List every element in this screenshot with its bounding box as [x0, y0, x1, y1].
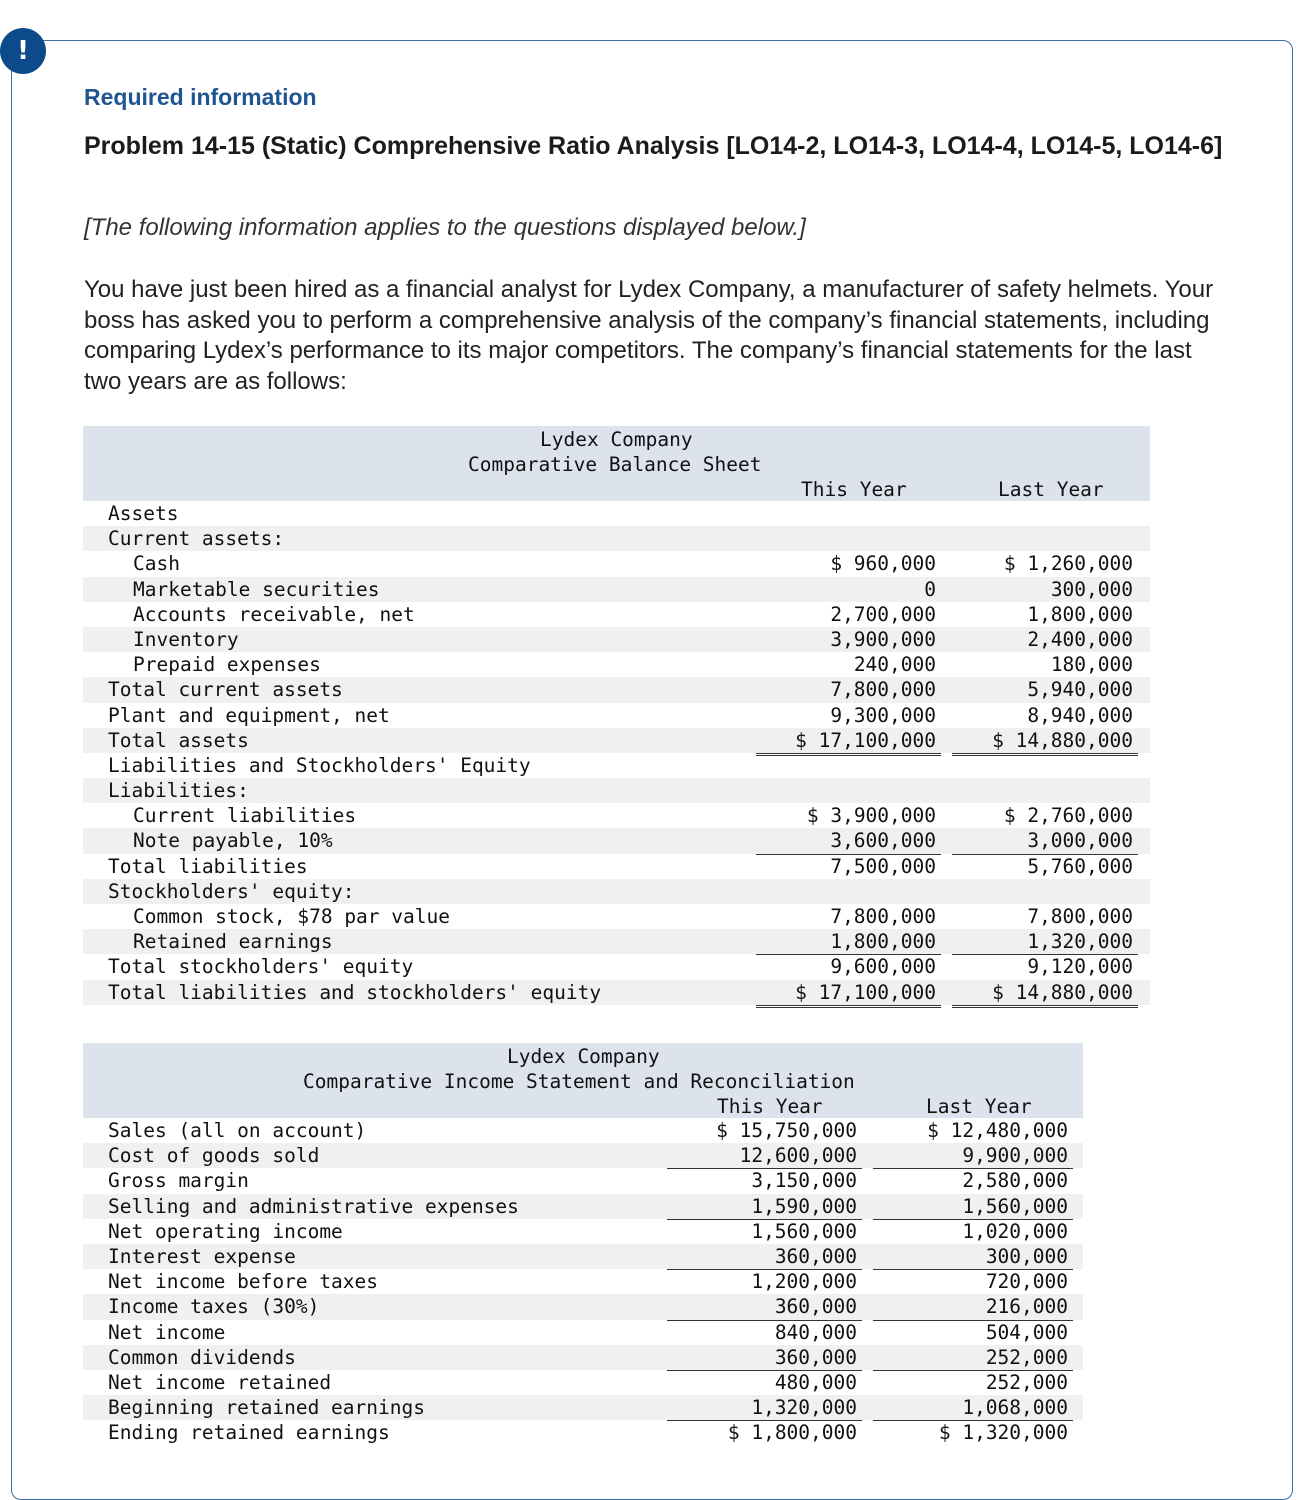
cell-last-year: 300,000	[1050, 577, 1133, 601]
cell-this-year: $ 17,100,000	[756, 980, 941, 1008]
cell-this-year: 7,800,000	[830, 905, 936, 928]
table-row	[83, 728, 1150, 753]
table-row	[83, 854, 1150, 879]
table-row	[83, 627, 1150, 652]
is-col-last-year: Last Year	[926, 1095, 1032, 1118]
cell-last-year: 252,000	[873, 1345, 1073, 1371]
cell-this-year: 3,900,000	[830, 627, 936, 651]
row-label: Plant and equipment, net	[108, 703, 390, 727]
cell-this-year: 360,000	[667, 1244, 862, 1270]
cell-this-year: 1,200,000	[751, 1270, 857, 1294]
cell-last-year: $ 14,880,000	[952, 980, 1138, 1008]
cell-this-year: $ 15,750,000	[716, 1119, 857, 1142]
cell-last-year: 5,940,000	[1027, 678, 1133, 702]
cell-this-year: 1,320,000	[667, 1395, 862, 1421]
table-row	[83, 1194, 1083, 1219]
cell-last-year: 9,120,000	[952, 954, 1138, 980]
cell-last-year: 7,800,000	[1027, 905, 1133, 928]
cell-last-year: 2,580,000	[962, 1169, 1068, 1193]
table-row	[83, 954, 1150, 979]
table-row	[83, 1294, 1083, 1319]
table-row	[83, 980, 1150, 1005]
row-label: Total stockholders' equity	[108, 955, 414, 979]
income-statement-company: Lydex Company	[507, 1045, 660, 1068]
row-label: Net operating income	[108, 1219, 343, 1243]
income-statement-rows	[83, 1118, 1083, 1445]
cell-last-year: 5,760,000	[952, 854, 1138, 880]
row-label: Liabilities:	[108, 779, 249, 803]
table-row	[83, 929, 1150, 954]
cell-this-year: 12,600,000	[667, 1143, 862, 1169]
table-row	[83, 1345, 1083, 1370]
cell-last-year: 216,000	[873, 1294, 1073, 1320]
cell-this-year: $ 3,900,000	[806, 804, 936, 828]
cell-this-year: 1,800,000	[756, 929, 941, 955]
cell-this-year: 240,000	[756, 652, 941, 678]
cell-last-year: $ 1,260,000	[1003, 552, 1133, 576]
table-row	[83, 1143, 1083, 1168]
table-row	[83, 602, 1150, 627]
cell-last-year: 9,900,000	[873, 1143, 1073, 1169]
row-label: Total current assets	[108, 678, 343, 702]
table-row	[83, 526, 1150, 551]
table-row	[83, 677, 1150, 702]
cell-this-year: 3,150,000	[751, 1169, 857, 1193]
balance-sheet-header	[83, 426, 1150, 501]
cell-this-year: 7,500,000	[756, 854, 941, 880]
cell-this-year: 360,000	[667, 1294, 862, 1320]
cell-this-year: 7,800,000	[830, 678, 936, 702]
row-label: Net income retained	[108, 1370, 332, 1394]
table-row	[83, 1244, 1083, 1269]
table-row	[83, 778, 1150, 803]
cell-this-year: 1,560,000	[751, 1219, 857, 1243]
table-row	[83, 1320, 1083, 1345]
row-label: Cash	[133, 552, 180, 576]
table-row	[83, 1168, 1083, 1193]
row-label: Common stock, $78 par value	[133, 905, 450, 928]
row-label: Beginning retained earnings	[108, 1396, 425, 1420]
cell-this-year: 480,000	[774, 1370, 857, 1394]
cell-last-year: 3,000,000	[952, 828, 1138, 854]
cell-last-year: 1,020,000	[962, 1219, 1068, 1243]
row-label: Marketable securities	[133, 577, 380, 601]
cell-this-year: 9,300,000	[756, 703, 941, 729]
cell-this-year: 3,600,000	[756, 828, 941, 854]
cell-this-year: 1,590,000	[667, 1194, 862, 1220]
row-label: Current liabilities	[133, 804, 357, 828]
row-label: Ending retained earnings	[108, 1421, 390, 1445]
cell-last-year: 180,000	[952, 652, 1138, 678]
cell-this-year: 840,000	[774, 1320, 857, 1344]
cell-last-year: 504,000	[985, 1320, 1068, 1344]
row-label: Total liabilities	[108, 854, 308, 878]
row-label: Cost of goods sold	[108, 1144, 320, 1168]
table-row	[83, 803, 1150, 828]
row-label: Interest expense	[108, 1244, 296, 1268]
row-label: Selling and administrative expenses	[108, 1194, 519, 1218]
cell-this-year: 0	[924, 577, 936, 601]
required-info-heading: Required information	[84, 84, 317, 110]
cell-last-year: 1,800,000	[1027, 602, 1133, 626]
cell-last-year: $ 14,880,000	[952, 728, 1138, 756]
table-row	[83, 1118, 1083, 1143]
row-label: Accounts receivable, net	[133, 602, 415, 626]
row-label: Sales (all on account)	[108, 1119, 367, 1142]
row-label: Note payable, 10%	[133, 829, 333, 853]
balance-sheet-company: Lydex Company	[540, 428, 693, 451]
balance-sheet-table	[83, 426, 1150, 1005]
table-row	[83, 879, 1150, 904]
applies-note: [The following information applies to the questions displayed below.]	[84, 214, 806, 241]
income-statement-title: Comparative Income Statement and Reconciliation	[303, 1070, 855, 1093]
table-row	[83, 1370, 1083, 1395]
row-label: Net income	[108, 1320, 226, 1344]
col-this-year: This Year	[801, 478, 907, 501]
cell-last-year: 1,068,000	[873, 1395, 1073, 1421]
table-row	[83, 577, 1150, 602]
alert-icon: !	[0, 28, 46, 74]
table-row	[83, 753, 1150, 778]
table-row	[83, 904, 1150, 929]
cell-last-year: 300,000	[873, 1244, 1073, 1270]
cell-this-year: $ 1,800,000	[727, 1421, 857, 1445]
income-statement-table	[83, 1043, 1083, 1445]
cell-this-year: 2,700,000	[830, 602, 936, 626]
row-label: Stockholders' equity:	[108, 879, 355, 903]
row-label: Common dividends	[108, 1345, 296, 1369]
table-row	[83, 1395, 1083, 1420]
cell-this-year: 9,600,000	[756, 954, 941, 980]
is-col-this-year: This Year	[717, 1095, 823, 1118]
row-label: Liabilities and Stockholders' Equity	[108, 753, 531, 777]
row-label: Income taxes (30%)	[108, 1295, 320, 1319]
row-label: Inventory	[133, 627, 239, 651]
intro-paragraph: You have just been hired as a financial analyst for Lydex Company, a manufacturer of safety helmets. Your boss has asked you to perform a comprehensive analysis of the company’s financial statements, including comparing Lydex’s performance to its major competitors. The company’s financial statements for the last two years are as follows:	[84, 276, 1214, 395]
table-row	[83, 828, 1150, 853]
income-statement-header	[83, 1043, 1083, 1118]
table-row	[83, 703, 1150, 728]
cell-this-year: 360,000	[667, 1345, 862, 1371]
cell-last-year: $ 1,320,000	[938, 1421, 1068, 1445]
col-last-year: Last Year	[998, 478, 1104, 501]
cell-last-year: 252,000	[985, 1370, 1068, 1394]
table-row	[83, 551, 1150, 576]
cell-this-year: $ 960,000	[830, 552, 936, 576]
cell-last-year: 2,400,000	[1027, 627, 1133, 651]
balance-sheet-rows	[83, 501, 1150, 1005]
row-label: Assets	[108, 502, 179, 525]
cell-last-year: $ 2,760,000	[1003, 804, 1133, 828]
table-row	[83, 652, 1150, 677]
table-row	[83, 1219, 1083, 1244]
balance-sheet-title: Comparative Balance Sheet	[468, 453, 762, 476]
row-label: Retained earnings	[133, 930, 333, 954]
cell-last-year: 720,000	[985, 1270, 1068, 1294]
row-label: Prepaid expenses	[133, 653, 321, 677]
cell-last-year: 8,940,000	[952, 703, 1138, 729]
table-row	[83, 1420, 1083, 1445]
cell-this-year: $ 17,100,000	[756, 728, 941, 756]
row-label: Current assets:	[108, 527, 285, 551]
row-label: Total assets	[108, 728, 249, 752]
table-row	[83, 501, 1150, 526]
row-label: Total liabilities and stockholders' equity	[108, 980, 602, 1004]
problem-title: Problem 14-15 (Static) Comprehensive Ratio Analysis [LO14-2, LO14-3, LO14-4, LO14-5, LO14-6]	[84, 132, 1223, 160]
row-label: Gross margin	[108, 1169, 249, 1193]
cell-last-year: 1,320,000	[952, 929, 1138, 955]
cell-last-year: $ 12,480,000	[927, 1119, 1068, 1142]
cell-last-year: 1,560,000	[873, 1194, 1073, 1220]
table-row	[83, 1269, 1083, 1294]
row-label: Net income before taxes	[108, 1270, 379, 1294]
